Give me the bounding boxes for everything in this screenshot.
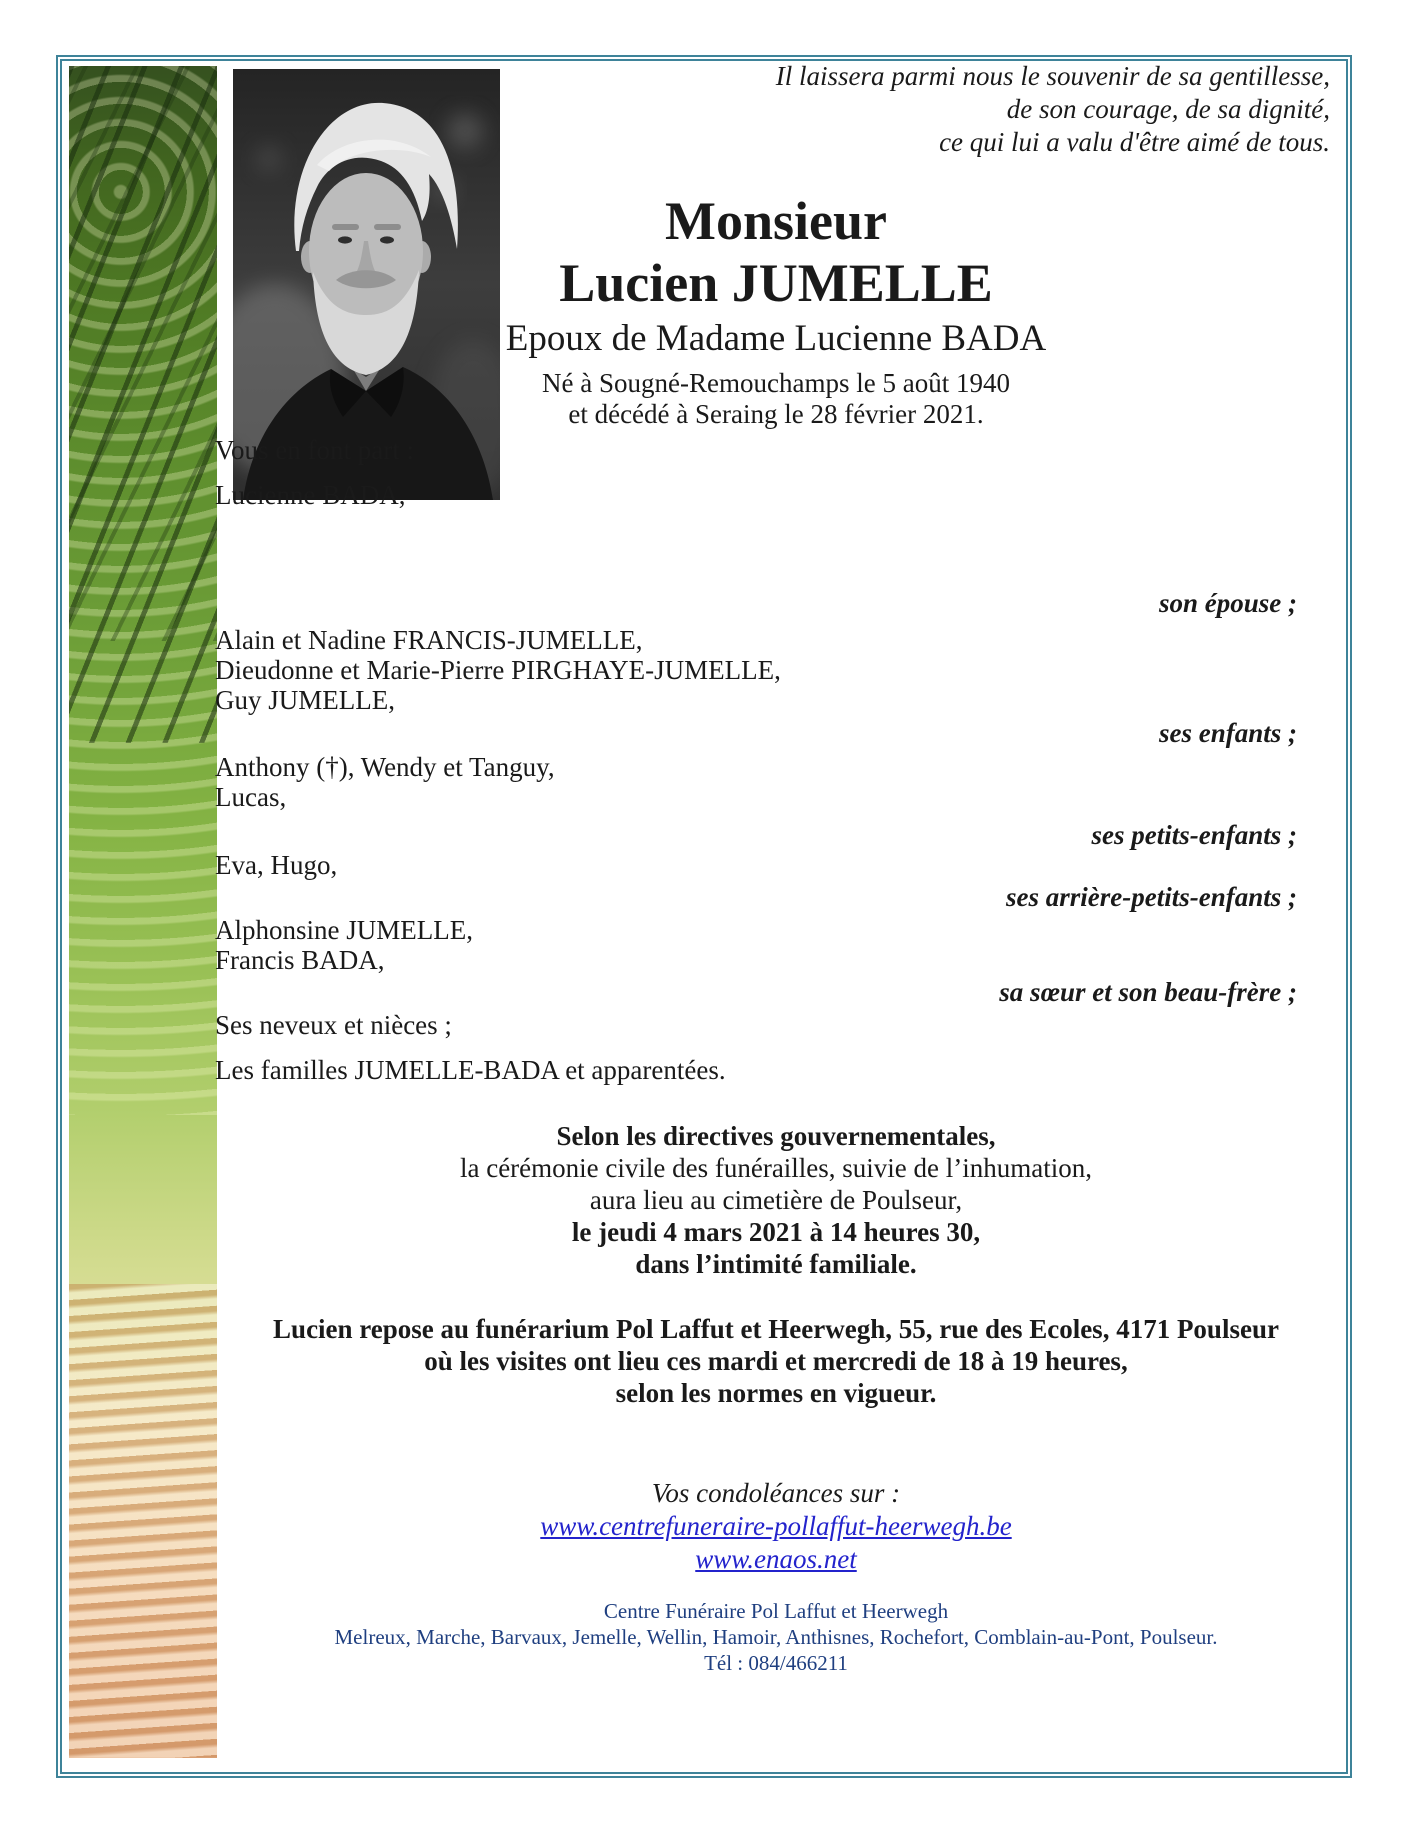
relation-label: son épouse ; <box>1158 588 1297 618</box>
ceremony-line: aura lieu au cimetière de Poulseur, <box>589 1185 963 1215</box>
ceremony-line: dans l’intimité familiale. <box>635 1249 917 1279</box>
forest-path-image <box>69 66 217 1758</box>
relation-label: ses enfants ; <box>1158 718 1297 748</box>
deceased-honorific: Monsieur <box>665 191 887 251</box>
repose-line: selon les normes en vigueur. <box>615 1378 937 1408</box>
funeral-home-footer <box>217 1598 1335 1676</box>
condolences-link-enaos[interactable]: www.enaos.net <box>695 1544 857 1574</box>
condolences-block <box>217 1477 1335 1576</box>
condolences-link-funeraire[interactable]: www.centrefuneraire-pollaffut-heerwegh.be <box>540 1511 1012 1541</box>
footer-locations: Melreux, Marche, Barvaux, Jemelle, Wellin, Hamoir, Anthisnes, Rochefort, Comblain-au-Pont, Poulseur. <box>334 1625 1218 1649</box>
repose-line: Lucien repose au funérarium Pol Laffut et Heerwegh, 55, rue des Ecoles, 4171 Poulseur <box>273 1314 1279 1344</box>
birth-death-block <box>217 368 1335 430</box>
quote-line-2: de son courage, de sa dignité, <box>1006 94 1330 124</box>
ceremony-line: Selon les directives gouvernementales, <box>556 1121 996 1151</box>
memorial-quote <box>776 60 1330 159</box>
family-row: Lucienne BADA, <box>215 480 406 510</box>
family-row: Guy JUMELLE, <box>215 685 395 715</box>
family-announcement <box>215 435 1335 1085</box>
condolences-intro: Vos condoléances sur : <box>651 1478 901 1508</box>
ceremony-line: le jeudi 4 mars 2021 à 14 heures 30, <box>571 1217 981 1247</box>
deceased-title-block <box>217 190 1335 362</box>
family-row: Alphonsine JUMELLE, <box>215 915 473 945</box>
death-line: et décédé à Seraing le 28 février 2021. <box>568 399 984 429</box>
family-row: Francis BADA, <box>215 945 385 975</box>
family-row: Anthony (†), Wendy et Tanguy, <box>215 752 555 782</box>
footer-phone: Tél : 084/466211 <box>704 1651 848 1675</box>
relation-label: ses petits-enfants ; <box>1091 820 1297 850</box>
quote-line-3: ce qui lui a valu d'être aimé de tous. <box>939 127 1330 157</box>
ceremony-details <box>217 1120 1335 1280</box>
relation-label: ses arrière-petits-enfants ; <box>1006 882 1297 912</box>
deceased-spouse-line: Epoux de Madame Lucienne BADA <box>505 318 1047 359</box>
birth-line: Né à Sougné-Remouchamps le 5 août 1940 <box>542 368 1010 398</box>
deceased-name: Lucien JUMELLE <box>559 253 993 313</box>
quote-line-1: Il laissera parmi nous le souvenir de sa gentillesse, <box>775 61 1330 91</box>
ceremony-line: la cérémonie civile des funérailles, suivie de l’inhumation, <box>459 1153 1093 1183</box>
family-row: Eva, Hugo, <box>215 850 338 880</box>
family-row: Dieudonne et Marie-Pierre PIRGHAYE-JUMELLE, <box>215 655 781 685</box>
relation-label: sa sœur et son beau-frère ; <box>999 977 1297 1007</box>
family-row: Ses neveux et nièces ; <box>215 1010 452 1040</box>
footer-company-name: Centre Funéraire Pol Laffut et Heerwegh <box>603 1599 949 1623</box>
funeral-home-visits <box>217 1313 1335 1409</box>
announcement-intro: Vous en font part : <box>215 435 414 465</box>
family-row: Lucas, <box>215 782 287 812</box>
family-row: Alain et Nadine FRANCIS-JUMELLE, <box>215 625 643 655</box>
family-row: Les familles JUMELLE-BADA et apparentées. <box>215 1055 726 1085</box>
repose-line: où les visites ont lieu ces mardi et mercredi de 18 à 19 heures, <box>424 1346 1128 1376</box>
